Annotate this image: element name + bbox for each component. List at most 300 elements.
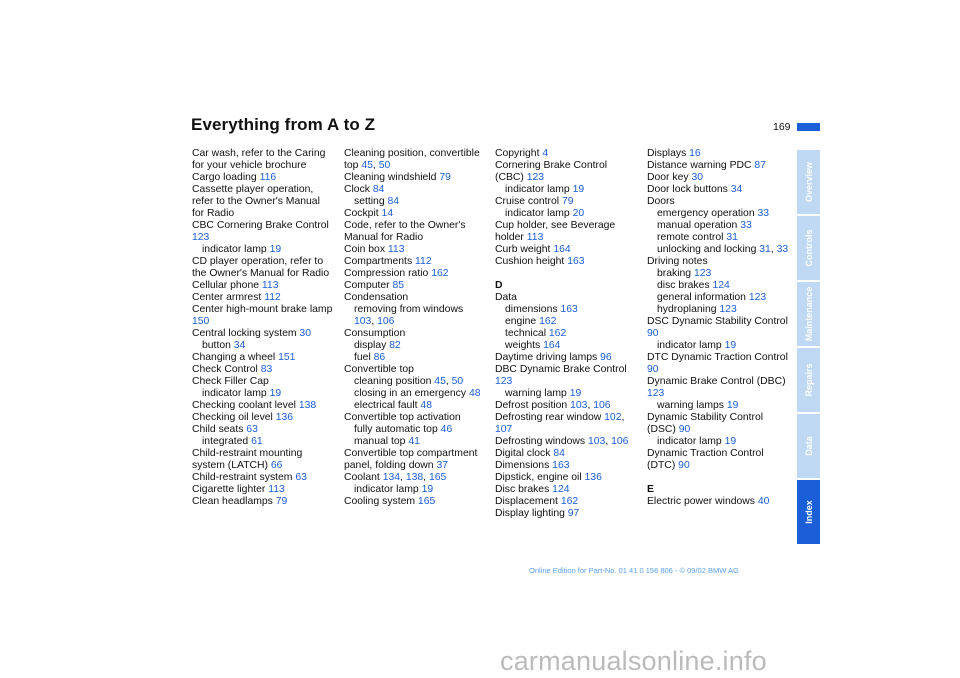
page-ref-link[interactable]: 19 (569, 388, 582, 399)
tab-index[interactable] (797, 480, 820, 544)
index-subentry (344, 352, 486, 364)
page-ref-link[interactable]: 102 (604, 412, 622, 423)
page-ref-link[interactable]: 165 (417, 496, 436, 507)
watermark: carmanualsonline.info (500, 646, 767, 676)
index-entry (495, 448, 637, 460)
entry-term: Center armrest (192, 292, 265, 303)
page-ref-link[interactable]: 116 (259, 172, 277, 183)
page-ref-link[interactable]: 163 (567, 256, 585, 267)
index-entry (192, 400, 334, 412)
page-ref-link[interactable]: 82 (389, 340, 401, 351)
page-marker (797, 123, 820, 131)
entry-term: Dynamic Stability Control (DSC) (647, 412, 764, 435)
entry-term: technical (505, 328, 549, 339)
index-entry (192, 172, 334, 184)
index-entry (495, 244, 637, 256)
page-ref-link[interactable]: 86 (373, 352, 386, 363)
index-subentry (495, 340, 637, 352)
index-entry: Coolant 134, 138, 165 (344, 472, 447, 483)
entry-term: Curb weight (495, 244, 554, 255)
index-entry (647, 160, 789, 172)
index-entry (495, 196, 637, 208)
index-entry (192, 148, 334, 172)
page-ref-link[interactable]: 124 (712, 280, 730, 291)
tab-label: Controls (803, 229, 814, 267)
page-ref-link[interactable]: 113 (261, 280, 279, 291)
section-tabs (797, 150, 820, 546)
index-entry (344, 448, 486, 472)
tab-data[interactable] (797, 414, 820, 478)
index-entry (192, 472, 334, 484)
index-subentry (647, 268, 789, 280)
index-entry (344, 256, 486, 268)
index-column-1 (192, 148, 334, 508)
entry-term: closing in an emergency (354, 388, 469, 399)
page-ref-link[interactable]: 33 (757, 208, 770, 219)
page-ref-link[interactable]: 61 (251, 436, 263, 447)
index-entry (344, 364, 486, 376)
entry-term: Cockpit (344, 208, 382, 219)
index-entry (647, 412, 789, 436)
entry-term: Display lighting (495, 508, 568, 519)
page-ref-link[interactable]: 103 (587, 436, 606, 447)
page-ref-link[interactable]: 123 (719, 304, 737, 315)
tab-label: Overview (803, 161, 814, 203)
entry-term: Cornering Brake Control (CBC) (495, 160, 608, 183)
index-entry (647, 184, 789, 196)
page-ref-link[interactable]: 103 (354, 316, 372, 327)
index-subentry (344, 400, 486, 412)
index-entry (495, 364, 637, 388)
page-number: 169 (773, 121, 791, 133)
entry-term: Cooling system (344, 496, 418, 507)
page-ref-link[interactable]: 84 (372, 184, 385, 195)
index-entry (192, 424, 334, 436)
index-entry (647, 448, 789, 472)
entry-term: general information (657, 292, 749, 303)
entry-term: Daytime driving lamps (495, 352, 601, 363)
page-ref-link[interactable]: 107 (495, 424, 513, 435)
page-ref-link[interactable]: 45 (434, 376, 446, 387)
index-entry (192, 448, 334, 472)
index-subentry (495, 184, 637, 196)
entry-term: Checking coolant level (192, 400, 299, 411)
page-ref-link[interactable]: 123 (495, 376, 513, 387)
index-subentry (192, 244, 334, 256)
index-subentry (647, 220, 789, 232)
index-subentry (192, 388, 334, 400)
index-entry (192, 412, 334, 424)
page-ref-link[interactable]: 33 (740, 220, 752, 231)
entry-term: CBC Cornering Brake Control (192, 220, 329, 231)
index-entry (495, 220, 637, 244)
page-ref-link[interactable]: 164 (543, 340, 561, 351)
entry-term: Clock (344, 184, 373, 195)
entry-term: Child seats (192, 424, 247, 435)
page-ref-link[interactable]: 123 (192, 232, 210, 243)
index-subentry (647, 400, 789, 412)
index-entry (192, 292, 334, 304)
index-subentry: removing from windows 103, 106 (354, 304, 464, 327)
page-ref-link[interactable]: 14 (381, 208, 394, 219)
index-subentry (344, 388, 486, 400)
index-subentry (344, 340, 486, 352)
page-ref-link[interactable]: 113 (387, 244, 405, 255)
page-ref-link[interactable]: 41 (408, 436, 420, 447)
entry-term: Digital clock (495, 448, 554, 459)
tab-label: Repairs (803, 363, 814, 397)
page-ref-link[interactable]: 90 (647, 364, 659, 375)
page-ref-link[interactable]: 138 (298, 400, 317, 411)
page-ref-link[interactable]: 162 (560, 496, 579, 507)
entry-term: Electric power windows (647, 496, 758, 507)
page-ref-link[interactable]: 19 (724, 436, 737, 447)
index-entry (344, 184, 486, 196)
entry-term: Convertible top compartment panel, folding down (344, 448, 478, 471)
entry-term: warning lamps (657, 400, 727, 411)
index-column-3 (495, 148, 637, 520)
entry-term: Compartments (344, 256, 416, 267)
page-ref-link[interactable]: 20 (572, 208, 585, 219)
index-entry (192, 304, 334, 328)
entry-term: indicator lamp (202, 244, 270, 255)
entry-term: Convertible top activation (344, 412, 461, 423)
page-ref-link[interactable]: 138 (405, 472, 424, 483)
entry-term: Door lock buttons (647, 184, 731, 195)
section-gap (647, 472, 789, 484)
page-ref-link[interactable]: 31 (759, 244, 771, 255)
index-entry (344, 268, 486, 280)
entry-term: fully automatic top (354, 424, 441, 435)
page-ref-link[interactable]: 106 (593, 400, 611, 411)
page-ref-link[interactable]: 96 (600, 352, 612, 363)
index-entry (192, 256, 334, 280)
index-section-letter: D (495, 280, 503, 291)
index-section-letter: E (647, 484, 654, 495)
entry-term: Cleaning position, convertible top (344, 148, 480, 171)
page-ref-link[interactable]: 164 (553, 244, 571, 255)
index-entry (647, 352, 789, 376)
page-ref-link[interactable]: 19 (269, 388, 282, 399)
entry-term: Dynamic Traction Control (DTC) (647, 448, 764, 471)
index-entry (495, 148, 637, 160)
entry-term: fuel (354, 352, 374, 363)
page-ref-link[interactable]: 151 (278, 352, 296, 363)
entry-term: manual top (354, 436, 409, 447)
entry-term: Cargo loading (192, 172, 260, 183)
index-entry (647, 196, 789, 208)
page-ref-link[interactable]: 136 (584, 472, 602, 483)
page-ref-link[interactable]: 123 (693, 268, 712, 279)
page-ref-link[interactable]: 79 (439, 172, 451, 183)
page-ref-link[interactable]: 46 (440, 424, 453, 435)
entry-term: Coolant (344, 472, 383, 483)
index-subentry (495, 304, 637, 316)
page-ref-link[interactable]: 84 (553, 448, 565, 459)
page-ref-link[interactable]: 4 (542, 148, 549, 159)
index-subentry (344, 196, 486, 208)
entry-term: DTC Dynamic Traction Control (647, 352, 788, 363)
page-ref-link[interactable]: 79 (275, 496, 288, 507)
entry-term: Condensation (344, 292, 409, 303)
entry-term: DSC Dynamic Stability Control (647, 316, 788, 327)
index-entry (192, 184, 334, 220)
index-subentry (192, 436, 334, 448)
page-ref-link[interactable]: 124 (552, 484, 570, 495)
entry-term: Defrosting rear window (495, 412, 605, 423)
page-ref-link[interactable]: 37 (436, 460, 448, 471)
entry-term: manual operation (657, 220, 741, 231)
index-subentry (344, 484, 486, 496)
index-subentry: unlocking and locking 31, 33 (657, 244, 789, 255)
index-entry (647, 172, 789, 184)
entry-term: button (202, 340, 234, 351)
page-ref-link[interactable]: 63 (246, 424, 258, 435)
page-ref-link[interactable]: 50 (378, 160, 391, 171)
index-column-2 (344, 148, 486, 508)
entry-term: engine (505, 316, 540, 327)
entry-term: weights (505, 340, 544, 351)
index-entry (495, 508, 637, 520)
entry-term: integrated (202, 436, 252, 447)
tab-repairs[interactable] (797, 348, 820, 412)
entry-term: DBC Dynamic Brake Control (495, 364, 627, 375)
page-ref-link[interactable]: 63 (295, 472, 307, 483)
page-ref-link[interactable]: 19 (724, 340, 737, 351)
page-ref-link[interactable]: 165 (428, 472, 447, 483)
section-gap (495, 268, 637, 280)
page-ref-link[interactable]: 162 (539, 316, 557, 327)
index-subentry (495, 328, 637, 340)
entry-term: indicator lamp (505, 208, 573, 219)
page-ref-link[interactable]: 79 (562, 196, 574, 207)
entry-term: Cruise control (495, 196, 562, 207)
entry-term: Driving notes (647, 256, 708, 267)
entry-term: Consumption (344, 328, 406, 339)
index-entry (192, 328, 334, 340)
index-entry (647, 376, 789, 400)
index-entry (495, 292, 637, 304)
page-ref-link[interactable]: 30 (691, 172, 704, 183)
entry-term: Check Control (192, 364, 261, 375)
page-ref-link[interactable]: 31 (726, 232, 738, 243)
page-ref-link[interactable]: 123 (526, 172, 545, 183)
entry-term: Check Filler Cap (192, 376, 269, 387)
page-ref-link[interactable]: 163 (560, 304, 578, 315)
entry-term: Checking oil level (192, 412, 276, 423)
entry-term: Data (495, 292, 517, 303)
entry-term: Dimensions (495, 460, 553, 471)
index-entry (344, 328, 486, 340)
entry-term: remote control (657, 232, 727, 243)
page-ref-link[interactable]: 97 (567, 508, 580, 519)
page-ref-link[interactable]: 33 (776, 244, 789, 255)
index-entry (495, 472, 637, 484)
tab-label: Data (803, 436, 814, 456)
entry-term: Dipstick, engine oil (495, 472, 585, 483)
index-entry (344, 172, 486, 184)
entry-term: Cushion height (495, 256, 568, 267)
page-ref-link[interactable]: 85 (392, 280, 405, 291)
index-entry (344, 280, 486, 292)
entry-term: indicator lamp (657, 436, 725, 447)
page-ref-link[interactable]: 113 (268, 484, 285, 495)
entry-term: Center high-mount brake lamp (192, 304, 333, 315)
index-entry (495, 484, 637, 496)
index-entry (192, 280, 334, 292)
index-subentry (344, 436, 486, 448)
entry-term: Cleaning windshield (344, 172, 440, 183)
index-entry (495, 160, 637, 184)
index-entry (192, 484, 334, 496)
index-entry (495, 352, 637, 364)
page-ref-link[interactable]: 123 (748, 292, 767, 303)
entry-term: Changing a wheel (192, 352, 279, 363)
entry-term: indicator lamp (354, 484, 422, 495)
page-ref-link[interactable]: 34 (730, 184, 743, 195)
page-ref-link[interactable]: 162 (548, 328, 567, 339)
page-ref-link[interactable]: 90 (678, 424, 691, 435)
entry-term: display (354, 340, 390, 351)
entry-term: indicator lamp (505, 184, 573, 195)
entry-term: Cellular phone (192, 280, 262, 291)
entry-term: Copyright (495, 148, 543, 159)
index-subentry (495, 388, 637, 400)
index-entry (495, 256, 637, 268)
index-entry (344, 412, 486, 424)
page-ref-link[interactable]: 113 (526, 232, 544, 243)
entry-term: Door key (647, 172, 692, 183)
page-ref-link[interactable]: 16 (689, 148, 701, 159)
entry-term: Central locking system (192, 328, 300, 339)
entry-term: hydroplaning (657, 304, 720, 315)
entry-term: setting (354, 196, 388, 207)
entry-term: Displacement (495, 496, 561, 507)
index-entry: Cleaning position, convertible top 45, 50 (344, 148, 480, 171)
page-ref-link[interactable]: 19 (726, 400, 739, 411)
entry-term: indicator lamp (202, 388, 270, 399)
index-subentry (647, 340, 789, 352)
page-ref-link[interactable]: 112 (415, 256, 432, 267)
entry-term: Defrost position (495, 400, 571, 411)
index-entry (647, 496, 789, 508)
page-ref-link[interactable]: 45 (361, 160, 373, 171)
entry-term: electrical fault (354, 400, 421, 411)
tab-label: Maintenance (803, 286, 814, 342)
entry-term: braking (657, 268, 694, 279)
entry-term: Child-restraint mounting system (LATCH) (192, 448, 303, 471)
index-subentry (192, 340, 334, 352)
index-entry (192, 364, 334, 376)
page-ref-link[interactable]: 123 (647, 388, 665, 399)
entry-term: Code, refer to the Owner's Manual for Radio (344, 220, 466, 243)
entry-term: Compression ratio (344, 268, 432, 279)
index-entry (192, 496, 334, 508)
page-ref-link[interactable]: 34 (233, 340, 246, 351)
page-ref-link[interactable]: 150 (192, 316, 210, 327)
index-subentry (647, 232, 789, 244)
entry-term: cleaning position (354, 376, 435, 387)
index-column-4 (647, 148, 789, 508)
page-ref-link[interactable]: 134 (382, 472, 401, 483)
index-subentry: cleaning position 45, 50 (354, 376, 464, 387)
entry-term: Distance warning PDC (647, 160, 755, 171)
page-ref-link[interactable]: 30 (299, 328, 311, 339)
index-subentry (647, 436, 789, 448)
page-ref-link[interactable]: 50 (451, 376, 464, 387)
page-ref-link[interactable]: 19 (269, 244, 282, 255)
index-entry (192, 352, 334, 364)
page-ref-link[interactable]: 136 (275, 412, 294, 423)
index-entry (344, 496, 486, 508)
entry-term: CD player operation, refer to the Owner's Manual for Radio (192, 256, 330, 279)
index-entry (647, 316, 789, 340)
index-entry (495, 496, 637, 508)
tab-maintenance[interactable] (797, 282, 820, 346)
entry-term: dimensions (505, 304, 561, 315)
page-ref-link[interactable]: 48 (420, 400, 432, 411)
page-ref-link[interactable]: 163 (552, 460, 570, 471)
index-entry (344, 292, 486, 304)
entry-term: Doors (647, 196, 675, 207)
entry-term: indicator lamp (657, 340, 725, 351)
entry-term: disc brakes (657, 280, 713, 291)
page-ref-link[interactable]: 87 (754, 160, 766, 171)
page-ref-link[interactable]: 103 (570, 400, 588, 411)
tab-controls[interactable] (797, 216, 820, 280)
entry-term: emergency operation (657, 208, 758, 219)
page-ref-link[interactable]: 66 (270, 460, 283, 471)
page-ref-link[interactable]: 84 (387, 196, 400, 207)
entry-term: Child-restraint system (192, 472, 296, 483)
footer-edition-note: Online Edition for Part-No. 01 41 0 156 806 - © 09/02 BMW AG (529, 566, 739, 575)
entry-term: Cassette player operation, refer to the Owner's Manual for Radio (192, 184, 320, 219)
entry-term: Defrosting windows (495, 436, 588, 447)
page-ref-link[interactable]: 48 (468, 388, 481, 399)
index-entry (647, 256, 789, 268)
page-ref-link[interactable]: 40 (757, 496, 770, 507)
entry-term: unlocking and locking (657, 244, 760, 255)
entry-term: Clean headlamps (192, 496, 276, 507)
index-subentry (344, 424, 486, 436)
page-ref-link[interactable]: 83 (260, 364, 273, 375)
page-ref-link[interactable]: 90 (678, 460, 690, 471)
index-subentry (647, 208, 789, 220)
page-ref-link[interactable]: 90 (647, 328, 659, 339)
index-entry: Defrost position 103, 106 (495, 400, 611, 411)
page-ref-link[interactable]: 162 (431, 268, 449, 279)
index-entry (344, 220, 486, 244)
index-entry (495, 460, 637, 472)
entry-term: Computer (344, 280, 393, 291)
page-ref-link[interactable]: 106 (377, 316, 395, 327)
tab-overview[interactable] (797, 150, 820, 214)
page-ref-link[interactable]: 19 (421, 484, 434, 495)
page-ref-link[interactable]: 19 (572, 184, 585, 195)
index-entry: Defrosting rear window 102, 107 (495, 412, 625, 435)
page-title: Everything from A to Z (191, 115, 376, 134)
index-entry (192, 220, 334, 244)
index-entry: Defrosting windows 103, 106 (495, 436, 629, 447)
entry-term: Dynamic Brake Control (DBC) (647, 376, 786, 387)
index-entry (647, 148, 789, 160)
page-ref-link[interactable]: 112 (264, 292, 281, 303)
index-subentry (495, 316, 637, 328)
entry-term: warning lamp (505, 388, 570, 399)
entry-term: Car wash, refer to the Caring for your vehicle brochure (192, 148, 326, 171)
index-subentry (647, 304, 789, 316)
page-ref-link[interactable]: 106 (611, 436, 629, 447)
